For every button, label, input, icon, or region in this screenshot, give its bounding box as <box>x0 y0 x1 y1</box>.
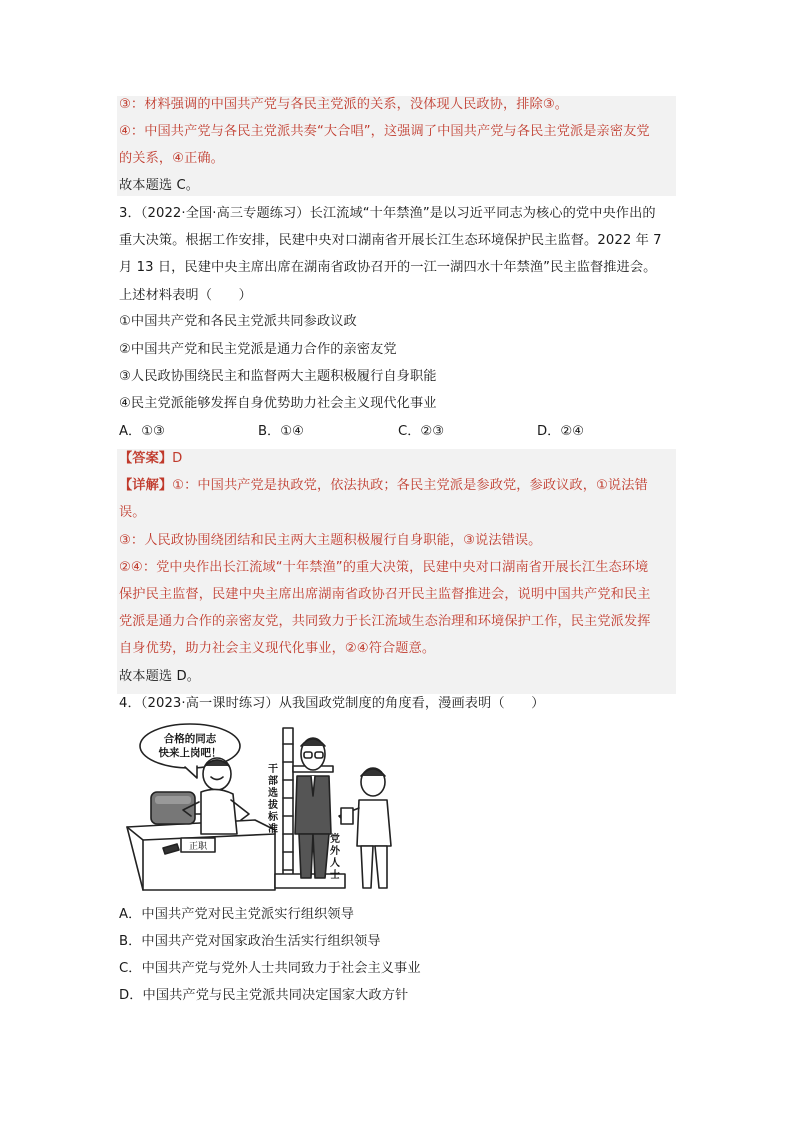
answer-value: D <box>172 451 183 466</box>
detail-text: ①：中国共产党是执政党，依法执政；各民主党派是参政党，参政议政，①说法错 <box>172 478 648 493</box>
analysis-line: 的关系，④正确。 <box>119 151 224 166</box>
ruler-label-char: 干 <box>268 764 278 775</box>
ruler-label-char: 准 <box>268 824 278 835</box>
option-a: A．①③ <box>119 424 165 439</box>
detail-line: 保护民主监督，民建中央主席出席湖南省政协召开民主监督推进会，说明中国共产党和民主 <box>119 587 651 602</box>
question-3-stem: 重大决策。根据工作安排，民建中央对口湖南省开展长江生态环境保护民主监督。2022 年 7 <box>119 233 662 248</box>
answer-tag: 【答案】 <box>119 451 173 466</box>
detail-line: 自身优势，助力社会主义现代化事业，②④符合题意。 <box>119 641 436 656</box>
plaque-text: 正职 <box>188 842 208 852</box>
question-3-stem: 上述材料表明（ ） <box>119 288 252 303</box>
statement-item: ③人民政协围绕民主和监督两大主题积极履行自身职能 <box>119 369 437 384</box>
ruler-label-char: 拔 <box>268 800 278 811</box>
detail-line: 党派是通力合作的亲密友党，共同致力于长江流域生态治理和环境保护工作，民主党派发挥 <box>119 614 651 629</box>
person-label-char: 党 <box>330 834 340 845</box>
ruler-label-char: 部 <box>268 776 278 787</box>
option-c: C．②③ <box>398 424 445 439</box>
statement-item: ④民主党派能够发挥自身优势助力社会主义现代化事业 <box>119 396 437 411</box>
detail-line <box>119 478 648 494</box>
option-d: D．②④ <box>537 424 584 439</box>
question-3-stem: 月 13 日，民建中央主席出席在湖南省政协召开的一江一湖四水十年禁渔”民主监督推进会。 <box>119 260 657 275</box>
detail-tag: 【详解】 <box>119 478 173 493</box>
person-label-char: 人 <box>330 858 340 869</box>
speech-text-1: 合格的同志 <box>163 733 217 745</box>
analysis-line: ③：材料强调的中国共产党与各民主党派的关系，没体现人民政协，排除③。 <box>119 97 569 112</box>
person-label-char: 外 <box>330 846 340 857</box>
option-b: B．①④ <box>258 424 304 439</box>
conclusion-line: 故本题选 C。 <box>119 178 200 193</box>
ruler-label-char: 选 <box>268 788 278 799</box>
speech-text-2: 快来上岗吧！ <box>158 747 222 759</box>
conclusion-line: 故本题选 D。 <box>119 669 200 684</box>
question-3-stem: 3．（2022·全国·高三专题练习）长江流域“十年禁渔”是以习近平同志为核心的党中央作出的 <box>119 206 656 221</box>
detail-line: 误。 <box>119 505 146 520</box>
cartoon-illustration <box>125 722 415 897</box>
option-a: A．中国共产党对民主党派实行组织领导 <box>119 907 355 922</box>
detail-line: ②④：党中央作出长江流域“十年禁渔”的重大决策，民建中央对口湖南省开展长江生态环境 <box>119 560 649 575</box>
statement-item: ②中国共产党和民主党派是通力合作的亲密友党 <box>119 342 397 357</box>
detail-line: ③：人民政协围绕团结和民主两大主题积极履行自身职能，③说法错误。 <box>119 533 542 548</box>
question-4-stem: 4．（2023·高一课时练习）从我国政党制度的角度看，漫画表明（ ） <box>119 696 545 711</box>
option-b: B．中国共产党对国家政治生活实行组织领导 <box>119 934 381 949</box>
measuring-ruler <box>283 728 293 886</box>
statement-item: ①中国共产党和各民主党派共同参政议政 <box>119 314 357 329</box>
option-c: C．中国共产党与党外人士共同致力于社会主义事业 <box>119 961 421 976</box>
answer-line <box>119 451 182 467</box>
person-label-char: 士 <box>330 870 340 881</box>
ruler-label-char: 标 <box>268 812 278 823</box>
option-d: D．中国共产党与民主党派共同决定国家大政方针 <box>119 988 409 1003</box>
analysis-line: ④：中国共产党与各民主党派共奏“大合唱”，这强调了中国共产党与各民主党派是亲密友党 <box>119 124 650 139</box>
